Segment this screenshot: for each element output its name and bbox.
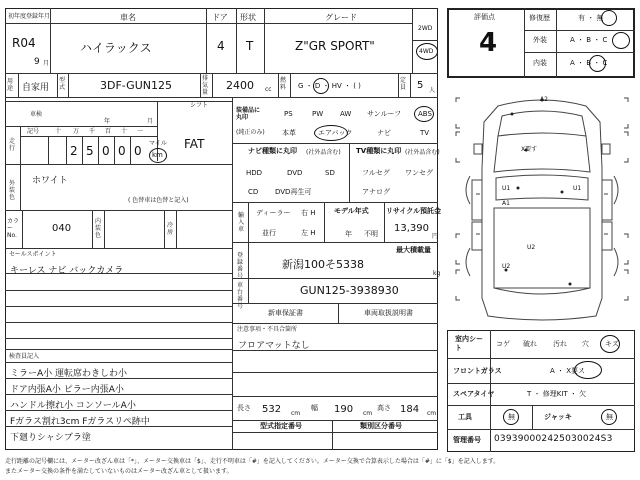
tools-label: 工具 bbox=[458, 413, 472, 421]
plate-label: 登録番号 bbox=[237, 252, 244, 280]
tv-fullseg: フルセグ bbox=[362, 169, 390, 177]
digit-label-5: 十 bbox=[121, 128, 128, 135]
tv-oneseg: ワンセグ bbox=[405, 169, 433, 177]
repair-label: 修復歴 bbox=[529, 14, 550, 22]
diagram-label-x: X要す bbox=[521, 146, 538, 153]
width: 190 bbox=[334, 404, 354, 415]
length-label: 長さ bbox=[237, 404, 251, 412]
tv-analog: アナログ bbox=[362, 188, 390, 196]
reg-month: 9 bbox=[34, 57, 40, 67]
digit-label-1: 十 bbox=[55, 128, 62, 135]
diagram-label-u2: U2 bbox=[502, 263, 511, 270]
max-load-kg: kg bbox=[433, 270, 441, 277]
abs-circle bbox=[414, 106, 434, 122]
shift-label: シフト bbox=[190, 102, 209, 109]
seat-label: 室内シート bbox=[455, 335, 483, 352]
drive-2wd: 2WD bbox=[418, 25, 433, 32]
car-name: ハイラックス bbox=[80, 41, 152, 55]
seat-circle bbox=[600, 335, 620, 353]
spare-tire-value: T ・ 修理KIT ・ 欠 bbox=[527, 390, 587, 398]
model-year-unit: 年 bbox=[345, 230, 352, 238]
jack-value: 無 bbox=[606, 413, 613, 421]
inspector-line: ドア内張A小 ピラー内張A小 bbox=[10, 385, 124, 395]
equip-tv: TV bbox=[420, 129, 430, 137]
color-no-label: カラーNo. bbox=[7, 218, 20, 239]
repair-options: 有 ・ 無 bbox=[578, 14, 604, 22]
capacity-unit: 人 bbox=[429, 87, 436, 94]
plate: 新潟100そ5338 bbox=[282, 258, 364, 271]
displacement-unit: cc bbox=[265, 86, 272, 93]
diagram-label-a1: A1 bbox=[502, 200, 510, 207]
fuel-options: G ・ D ・ HV ・ ( ) bbox=[298, 82, 361, 90]
seat-option: コゲ bbox=[496, 340, 510, 348]
jack-label: ジャッキ bbox=[544, 413, 572, 421]
reg-year: R04 bbox=[12, 36, 36, 50]
mileage-digit: 0 bbox=[102, 144, 110, 158]
equip-sunroof: サンルーフ bbox=[367, 110, 402, 118]
repair-circle bbox=[601, 10, 617, 26]
inspector-label: 検査員記入 bbox=[9, 353, 40, 360]
interior-options: A ・ B ・ C bbox=[570, 59, 608, 67]
inspection-label: 車検 bbox=[30, 111, 43, 118]
displacement: 2400 bbox=[226, 79, 254, 92]
color-label: 外装色 bbox=[9, 180, 16, 201]
tv-label: TV種類に丸印 bbox=[356, 147, 402, 155]
navi-cd: CD bbox=[248, 188, 259, 196]
equip-pw: PW bbox=[312, 110, 324, 118]
cooler-label: 冷房 bbox=[167, 222, 174, 236]
max-load-label: 最大積載量 bbox=[396, 246, 431, 254]
width-label: 幅 bbox=[311, 404, 318, 412]
digit-label-6: 一 bbox=[137, 128, 144, 135]
import-left: 左 H bbox=[301, 229, 316, 237]
tools-value: 無 bbox=[508, 413, 515, 421]
tv-sub: (社外品含む) bbox=[405, 149, 440, 156]
warranty-new: 新車保証書 bbox=[268, 309, 303, 317]
score-label: 評価点 bbox=[474, 13, 495, 21]
displacement-label: 排気量 bbox=[202, 75, 209, 96]
mileage-digit: 2 bbox=[70, 144, 78, 158]
navi-dvd-play: DVD再生可 bbox=[275, 188, 312, 196]
sales-point: キーレス ナビ バックカメラ bbox=[10, 266, 124, 276]
fuel-label: 燃料 bbox=[280, 77, 287, 91]
doors: 4 bbox=[217, 39, 225, 53]
spare-tire-label: スペアタイヤ bbox=[453, 390, 495, 398]
mileage-digit: 5 bbox=[86, 144, 94, 158]
recycle-label: リサイクル預託金 bbox=[386, 207, 442, 215]
equipment-label: 装備品に丸印 bbox=[236, 107, 261, 121]
score: 4 bbox=[479, 28, 498, 58]
exterior-label: 外装 bbox=[533, 36, 547, 44]
interior-color-label: 内装色 bbox=[95, 218, 102, 239]
fuel-circle bbox=[313, 78, 329, 94]
month-unit: 月 bbox=[43, 60, 50, 67]
inspection-year: 年 bbox=[104, 118, 111, 125]
front-glass-circle bbox=[574, 361, 602, 379]
seat-option: 汚れ bbox=[553, 340, 567, 348]
length: 532 bbox=[262, 404, 282, 415]
chassis-label: 車台番号 bbox=[237, 282, 244, 310]
jack-circle bbox=[601, 409, 617, 425]
import-dealer: ディーラー bbox=[256, 209, 291, 217]
color-no: 040 bbox=[52, 223, 72, 234]
class-number-label: 類別区分番号 bbox=[360, 422, 402, 430]
seat-option: 破れ bbox=[523, 340, 537, 348]
navi-dvd: DVD bbox=[287, 169, 303, 177]
color-note: ( 色替車は色替と記入) bbox=[128, 197, 189, 204]
height-label: 高さ bbox=[377, 404, 391, 412]
km-label: km bbox=[152, 151, 163, 159]
exterior-circle bbox=[612, 32, 630, 49]
width-unit: cm bbox=[363, 410, 373, 417]
type-number-label: 型式指定番号 bbox=[260, 422, 302, 430]
door-label: ドア bbox=[212, 13, 228, 22]
footer-note: 走行距離の記号欄には、メーター改ざん車は「*」、メーター交換車は「$」、走行不明車は「#」を記入してください。メーター交換で合算表示した場合は「#」に「$」を記入します。 bbox=[5, 458, 500, 465]
use-label: 用途 bbox=[7, 78, 14, 92]
capacity-label: 定員 bbox=[400, 77, 407, 91]
digit-label-4: 百 bbox=[105, 128, 112, 135]
shape: T bbox=[246, 39, 254, 53]
model-label: 型式 bbox=[59, 77, 66, 91]
equip-aw: AW bbox=[340, 110, 352, 118]
digit-label-3: 千 bbox=[89, 128, 96, 135]
import-parallel: 並行 bbox=[262, 229, 276, 237]
chassis: GUN125-3938930 bbox=[300, 284, 399, 297]
shift: FAT bbox=[184, 137, 205, 151]
notes: フロアマットなし bbox=[238, 341, 310, 351]
mile-label: マイル bbox=[149, 140, 167, 147]
model-year-label: モデル年式 bbox=[334, 207, 369, 215]
interior-circle bbox=[589, 55, 606, 72]
warranty-manual: 車両取扱説明書 bbox=[364, 309, 413, 317]
sales-point-label: セールスポイント bbox=[9, 251, 57, 258]
diagram-label-u1: U1 bbox=[502, 185, 511, 192]
height: 184 bbox=[400, 404, 420, 415]
equip-leather: 本革 bbox=[282, 129, 296, 137]
height-unit: cm bbox=[427, 410, 437, 417]
navi-sd: SD bbox=[325, 169, 335, 177]
inspector-line: 下廻りシャシブラ塗 bbox=[10, 433, 91, 443]
inspection-month: 月 bbox=[147, 118, 154, 125]
shape-label: 形状 bbox=[240, 13, 256, 22]
airbag-circle bbox=[314, 125, 348, 141]
footer-note: またメーター交換の条件を満たしていないものはメーター改ざん車として扱います。 bbox=[5, 468, 233, 475]
use-value: 自家用 bbox=[22, 83, 50, 93]
capacity: 5 bbox=[417, 80, 424, 91]
mileage-digit: 0 bbox=[118, 144, 126, 158]
inspector-line: ミラーA小 運転席わきしわ小 bbox=[10, 369, 128, 379]
front-glass-label: フロントガラス bbox=[453, 367, 502, 375]
notes-label: 注意事項・不具合箇所 bbox=[237, 326, 298, 333]
mileage-digit: 0 bbox=[134, 144, 142, 158]
navi-sub: (社外品含む) bbox=[306, 149, 341, 156]
equip-navi: ナビ bbox=[377, 129, 391, 137]
equip-abs: ABS bbox=[418, 110, 432, 118]
import-label: 輸入車 bbox=[238, 212, 245, 233]
import-right: 右 H bbox=[301, 209, 316, 217]
mgmt-label: 管理番号 bbox=[453, 436, 481, 444]
diagram-label-u2: U2 bbox=[527, 244, 536, 251]
exterior-options: A ・ B ・ C bbox=[570, 36, 608, 44]
recycle-yen: 円 bbox=[432, 233, 439, 240]
interior-label: 内装 bbox=[533, 59, 547, 67]
drive-4wd: 4WD bbox=[419, 48, 434, 55]
front-glass-value: A ・ X要ス bbox=[550, 367, 586, 375]
reg-year-label: 初年度登録年月 bbox=[8, 13, 51, 20]
diagram-label-u1: U1 bbox=[573, 185, 582, 192]
mgmt-number: 039390002425030024S3 bbox=[494, 434, 613, 444]
color-value: ホワイト bbox=[32, 176, 68, 186]
tools-circle bbox=[503, 409, 519, 425]
model-year-unknown: 不明 bbox=[364, 230, 378, 238]
digit-label-0: 記号 bbox=[27, 128, 40, 135]
length-unit: cm bbox=[291, 410, 301, 417]
inspector-line: ハンドル擦れ小 コンソールA小 bbox=[10, 401, 136, 411]
navi-label: ナビ種類に丸印 bbox=[248, 147, 297, 155]
inspector-line: Fガラス割れ3cm Fガラスリペ跡中 bbox=[10, 417, 150, 427]
car-name-label: 車名 bbox=[120, 13, 136, 22]
equipment-sub: (純正のみ) bbox=[236, 129, 265, 136]
recycle: 13,390 bbox=[394, 223, 429, 234]
digit-label-2: 万 bbox=[73, 128, 80, 135]
seat-option: キズ bbox=[605, 340, 619, 348]
grade-label: グレード bbox=[325, 13, 357, 22]
car-diagram bbox=[450, 88, 634, 326]
navi-hdd: HDD bbox=[246, 169, 263, 177]
equip-ps: PS bbox=[284, 110, 293, 118]
seat-option: 穴 bbox=[582, 340, 589, 348]
grade: Z"GR SPORT" bbox=[295, 39, 375, 53]
model: 3DF-GUN125 bbox=[100, 79, 172, 92]
equip-airbag: エアバック bbox=[318, 129, 353, 137]
diagram-label-a2: A2 bbox=[540, 96, 548, 103]
mileage-label: 走行 bbox=[9, 138, 16, 152]
